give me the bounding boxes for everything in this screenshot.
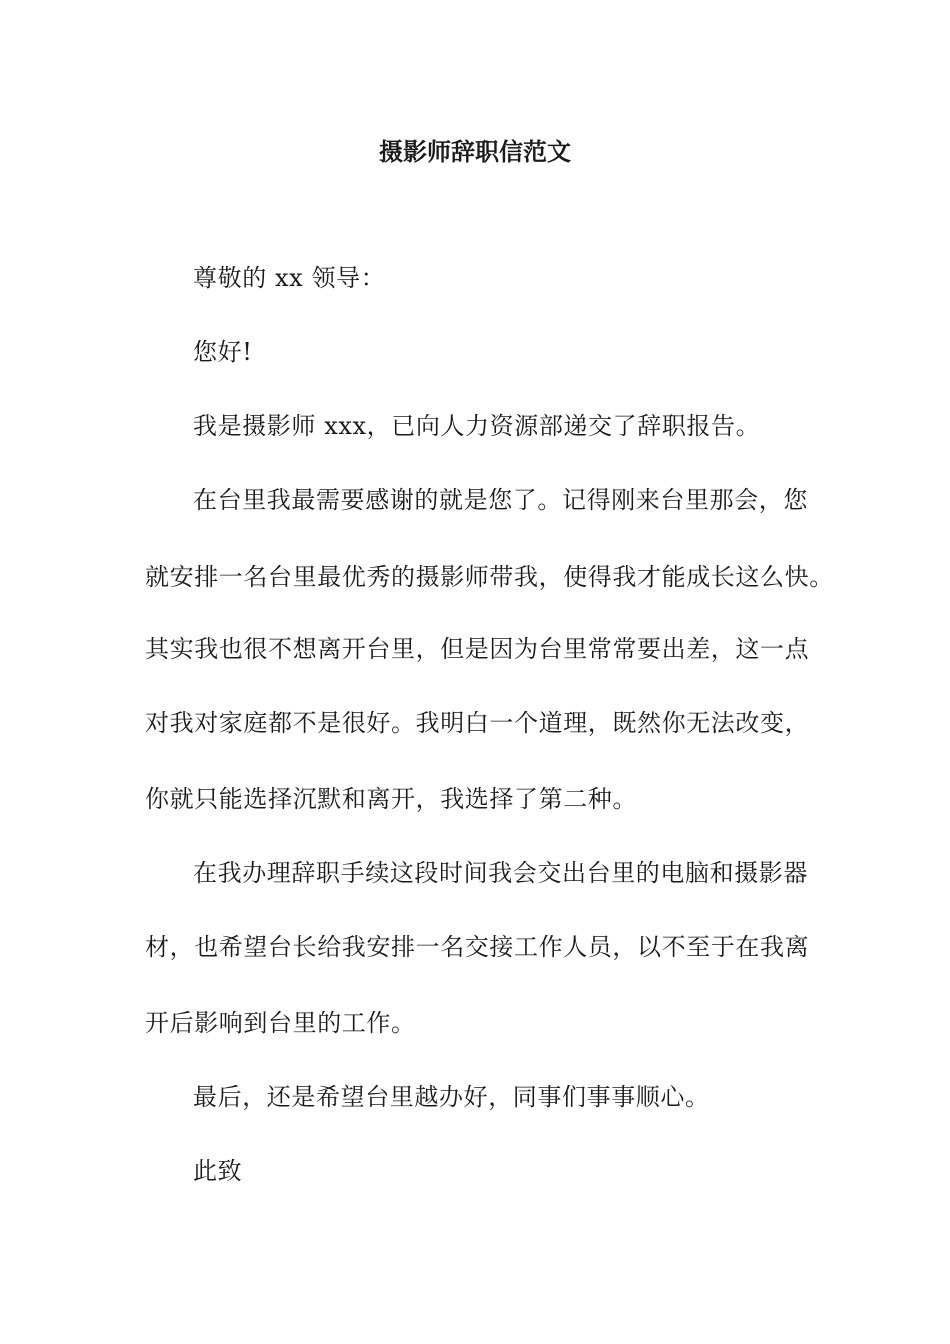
document-title: 摄影师辞职信范文 [379,137,571,166]
body-line: 在台里我最需要感谢的就是您了。记得刚来台里那会，您 [193,486,808,514]
salutation-line: 尊敬的 xx 领导： [193,264,386,292]
body-line: 对我对家庭都不是很好。我明白一个道理，既然你无法改变， [145,709,810,737]
body-line: 开后影响到台里的工作。 [145,1009,416,1037]
body-line: 就安排一名台里最优秀的摄影师带我，使得我才能成长这么快。 [145,563,834,591]
body-line: 我是摄影师 xxx，已向人力资源部递交了辞职报告。 [193,412,761,440]
greeting-line: 您好! [193,338,253,366]
body-line: 你就只能选择沉默和离开，我选择了第二种。 [145,785,637,813]
sign-off-line: 此致 [193,1157,243,1185]
body-line: 其实我也很不想离开台里，但是因为台里常常要出差，这一点 [145,635,810,663]
closing-line: 最后，还是希望台里越办好，同事们事事顺心。 [193,1083,710,1111]
body-line: 在我办理辞职手续这段时间我会交出台里的电脑和摄影器 [193,859,808,887]
body-line: 材，也希望台长给我安排一名交接工作人员，以不至于在我离 [145,933,810,961]
